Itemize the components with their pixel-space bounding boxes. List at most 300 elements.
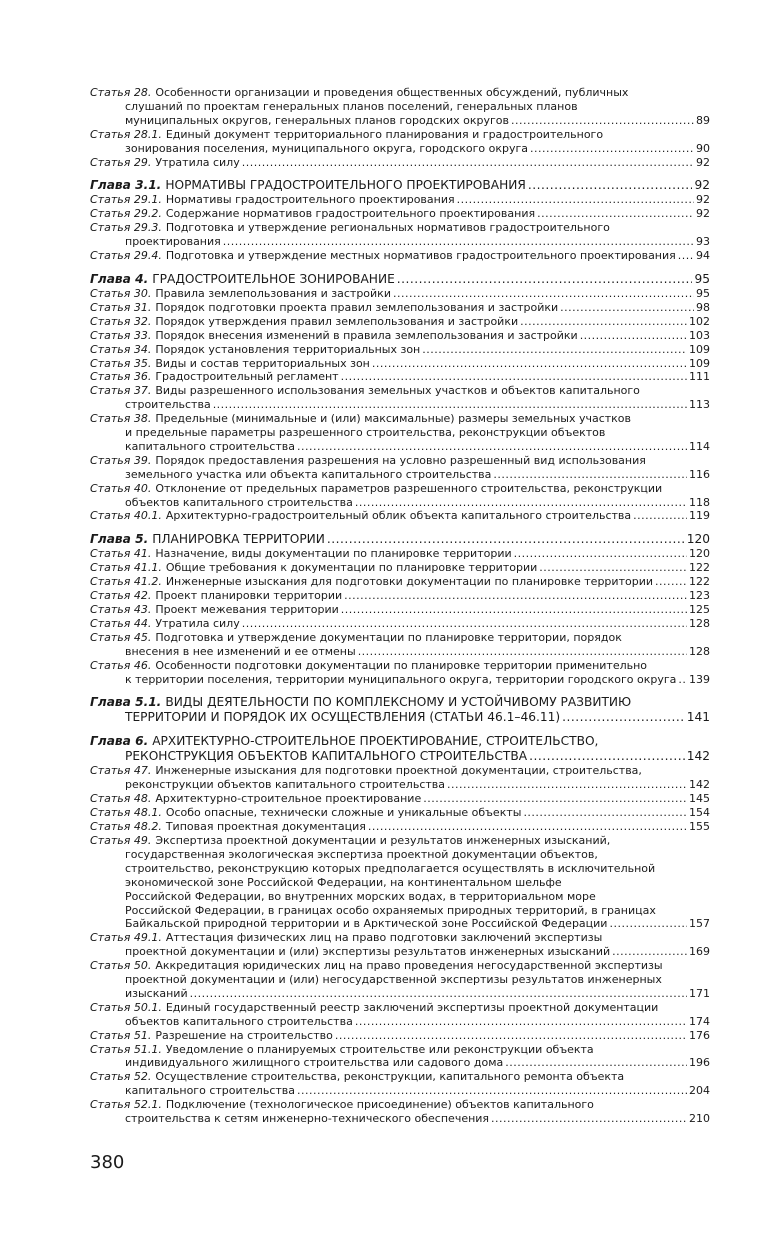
toc-entry-title: Разрешение на строительство	[155, 1028, 333, 1042]
dot-leader	[223, 235, 694, 249]
toc-entry-title: Виды разрешенного использования земельных участков и объектов капитального	[155, 384, 640, 398]
toc-page-number: 128	[689, 616, 710, 630]
toc-article	[90, 454, 710, 482]
toc-entry-title: муниципальных округов, генеральных планов городских округов	[125, 113, 509, 127]
toc-line	[90, 710, 710, 725]
toc-article	[90, 287, 710, 301]
toc-line	[90, 412, 710, 426]
toc-entry-title: Подготовка и утверждение региональных нормативов градостроительного	[165, 221, 610, 235]
toc-entry-title: внесения в нее изменений и ее отмены	[125, 644, 356, 658]
toc-line	[90, 235, 710, 249]
dot-leader	[609, 917, 687, 931]
toc-entry-number: Статья 52.	[90, 1070, 152, 1084]
toc-article	[90, 561, 710, 575]
toc-line	[90, 454, 710, 468]
toc-line	[90, 547, 710, 561]
toc-article	[90, 806, 710, 820]
toc-page-number: 174	[689, 1014, 710, 1028]
toc-entry-title: Типовая проектная документация	[165, 820, 366, 834]
toc-line	[90, 207, 710, 221]
toc-entry-number: Статья 49.1.	[90, 931, 162, 945]
toc-entry-title: Подготовка и утверждение документации по планировке территории, порядок	[155, 630, 622, 644]
toc-entry-title: Виды и состав территориальных зон	[155, 356, 370, 370]
toc-entry-title: Особо опасные, технически сложные и уникальные объекты	[165, 806, 522, 820]
toc-article	[90, 820, 710, 834]
toc-entry-number: Статья 52.1.	[90, 1098, 162, 1112]
toc-entry-number: Статья 40.	[90, 481, 152, 495]
toc-line	[90, 917, 710, 931]
toc-line	[90, 806, 710, 820]
toc-article	[90, 357, 710, 371]
toc-entry-title: Экспертиза проектной документации и результатов инженерных изысканий,	[155, 833, 611, 847]
toc-line	[90, 973, 710, 987]
toc-page-number: 98	[696, 300, 710, 314]
toc-entry-title: НОРМАТИВЫ ГРАДОСТРОИТЕЛЬНОГО ПРОЕКТИРОВАНИЯ	[165, 178, 526, 193]
toc-entry-number: Статья 37.	[90, 384, 152, 398]
toc-line	[90, 468, 710, 482]
toc-entry-title: Градостроительный регламент	[155, 370, 339, 384]
toc-entry-title: Порядок утверждения правил землепользования и застройки	[155, 314, 519, 328]
toc-page-number: 103	[689, 328, 710, 342]
toc-page-number: 95	[696, 286, 710, 300]
toc-entry-title: Проект планировки территории	[155, 589, 343, 603]
toc-line	[90, 987, 710, 1001]
dot-leader	[397, 272, 693, 287]
toc-entry-title: ВИДЫ ДЕЯТЕЛЬНОСТИ ПО КОМПЛЕКСНОМУ И УСТОЙЧИВОМУ РАЗВИТИЮ	[165, 695, 632, 710]
toc-line	[90, 315, 710, 329]
toc-entry-title: Нормативы градостроительного проектирования	[165, 193, 455, 207]
toc-page-number: 154	[689, 806, 710, 820]
toc-line	[90, 329, 710, 343]
toc-entry-title: Единый государственный реестр заключений экспертизы проектной документации	[165, 1000, 659, 1014]
toc-line	[90, 532, 710, 547]
toc-line	[90, 384, 710, 398]
toc-page-number: 94	[696, 249, 710, 263]
toc-entry-number: Статья 51.	[90, 1028, 152, 1042]
toc-entry-number: Глава 4.	[90, 271, 149, 286]
toc-line	[90, 945, 710, 959]
toc-article	[90, 603, 710, 617]
toc-article	[90, 589, 710, 603]
toc-entry-number: Глава 5.1.	[90, 695, 162, 710]
dot-leader	[355, 496, 687, 510]
toc-entry-number: Статья 49.	[90, 833, 152, 847]
toc-line	[90, 398, 710, 412]
toc-entry-title: Архитектурно-градостроительный облик объекта капитального строительства	[165, 509, 632, 523]
toc-line	[90, 496, 710, 510]
dot-leader	[560, 301, 694, 315]
toc-article	[90, 834, 710, 931]
toc-article	[90, 193, 710, 207]
toc-entry-title: Единый документ территориального планирования и градостроительного	[165, 127, 604, 141]
toc-entry-title: Подготовка и утверждение местных нормативов градостроительного проектирования	[165, 249, 676, 263]
dot-leader	[341, 603, 687, 617]
toc-entry-title: и предельные параметры разрешенного строительства, реконструкции объектов	[125, 426, 606, 440]
toc-article	[90, 575, 710, 589]
page-number: 380	[90, 1152, 125, 1173]
toc-entry-title: проектной документации и (или) экспертизы результатов инженерных изысканий	[125, 945, 611, 959]
toc-article	[90, 249, 710, 263]
dot-leader	[422, 343, 687, 357]
toc-line	[90, 695, 710, 710]
toc-entry-title: проектной документации и (или) негосударственной экспертизы результатов инженерных	[125, 973, 662, 987]
toc-entry-number: Статья 35.	[90, 356, 152, 370]
dot-leader	[514, 547, 687, 561]
toc-entry-title: Особенности подготовки документации по планировке территории применительно	[155, 658, 648, 672]
toc-article	[90, 128, 710, 156]
toc-line	[90, 100, 710, 114]
dot-leader	[491, 1112, 687, 1126]
toc-line	[90, 792, 710, 806]
toc-entry-title: ТЕРРИТОРИИ И ПОРЯДОК ИХ ОСУЩЕСТВЛЕНИЯ (СТАТЬИ 46.1–46.11)	[125, 710, 561, 725]
toc-entry-number: Статья 41.1.	[90, 561, 162, 575]
toc-page-number: 92	[696, 193, 710, 207]
toc-page-number: 92	[694, 178, 710, 193]
toc-entry-number: Статья 38.	[90, 412, 152, 426]
toc-entry-title: Архитектурно-строительное проектирование	[155, 792, 422, 806]
toc-article	[90, 631, 710, 659]
dot-leader	[213, 398, 687, 412]
toc-entry-title: государственная экологическая экспертиза проектной документации объектов,	[125, 847, 598, 861]
toc-article	[90, 1001, 710, 1029]
toc-line	[90, 603, 710, 617]
toc-page-number: 118	[689, 495, 710, 509]
toc-article	[90, 343, 710, 357]
dot-leader	[580, 329, 687, 343]
dot-leader	[537, 207, 694, 221]
toc-line	[90, 890, 710, 904]
toc-entry-title: капитального строительства	[125, 439, 296, 453]
toc-entry-number: Статья 30.	[90, 286, 152, 300]
toc-entry-number: Статья 36.	[90, 370, 152, 384]
toc-line	[90, 589, 710, 603]
toc-page-number: 102	[689, 314, 710, 328]
toc-entry-number: Статья 31.	[90, 300, 152, 314]
toc-page-number: 128	[689, 644, 710, 658]
dot-leader	[633, 509, 687, 523]
toc-entry-title: АРХИТЕКТУРНО-СТРОИТЕЛЬНОЕ ПРОЕКТИРОВАНИЕ, СТРОИТЕЛЬСТВО,	[152, 734, 599, 749]
dot-leader	[562, 710, 685, 725]
toc-page-number: 122	[689, 561, 710, 575]
toc-page-number: 113	[689, 398, 710, 412]
toc-line	[90, 645, 710, 659]
toc-article	[90, 1098, 710, 1126]
toc-page-number: 120	[689, 547, 710, 561]
toc-entry-number: Глава 6.	[90, 734, 149, 749]
dot-leader	[297, 440, 687, 454]
toc-entry-title: изысканий	[125, 986, 188, 1000]
toc-line	[90, 848, 710, 862]
toc-entry-title: Предельные (минимальные и (или) максимальные) размеры земельных участков	[155, 412, 632, 426]
toc-entry-title: Российской Федерации, в границах особо охраняемых природных территорий, в границах	[125, 903, 656, 917]
toc-line	[90, 301, 710, 315]
toc-article	[90, 764, 710, 792]
toc-entry-title: Уведомление о планируемых строительстве или реконструкции объекта	[165, 1042, 594, 1056]
toc-article	[90, 931, 710, 959]
toc-entry-title: ГРАДОСТРОИТЕЛЬНОЕ ЗОНИРОВАНИЕ	[152, 271, 395, 286]
dot-leader	[539, 561, 687, 575]
toc-entry-number: Статья 32.	[90, 314, 152, 328]
toc-entry-number: Статья 28.	[90, 86, 152, 99]
dot-leader	[493, 468, 687, 482]
toc-entry-title: Порядок внесения изменений в правила землепользования и застройки	[155, 328, 578, 342]
toc-entry-title: строительства к сетям инженерно-технического обеспечения	[125, 1112, 490, 1126]
toc-entry-title: экономической зоне Российской Федерации, на континентальном шельфе	[125, 875, 562, 889]
toc-line	[90, 659, 710, 673]
toc-page-number: 141	[686, 710, 710, 725]
dot-leader	[372, 357, 687, 371]
toc-article	[90, 617, 710, 631]
toc-article	[90, 370, 710, 384]
toc-entry-number: Статья 43.	[90, 603, 152, 616]
toc-page-number: 122	[689, 575, 710, 589]
toc-entry-title: Общие требования к документации по планировке территории	[165, 561, 538, 575]
toc-entry-number: Статья 33.	[90, 328, 152, 342]
toc-line	[90, 114, 710, 128]
toc-entry-title: слушаний по проектам генеральных планов поселений, генеральных планов	[125, 99, 578, 113]
toc-entry-title: Назначение, виды документации по планировке территории	[155, 547, 512, 561]
toc-entry-number: Статья 29.2.	[90, 207, 162, 221]
toc-article	[90, 412, 710, 454]
toc-entry-number: Глава 3.1.	[90, 178, 162, 193]
toc-article	[90, 384, 710, 412]
toc-entry-title: Аттестация физических лиц на право подготовки заключений экспертизы	[165, 931, 603, 945]
toc-line	[90, 834, 710, 848]
toc-entry-number: Статья 50.	[90, 959, 152, 973]
toc-entry-number: Статья 48.2.	[90, 820, 162, 834]
toc-line	[90, 482, 710, 496]
toc-page-number: 204	[689, 1084, 710, 1098]
toc-entry-number: Статья 47.	[90, 764, 152, 778]
toc-entry-number: Статья 28.1.	[90, 127, 162, 141]
toc-entry-title: Инженерные изыскания для подготовки проектной документации, строительства,	[155, 764, 642, 778]
toc-line	[90, 193, 710, 207]
toc-entry-title: Осуществление строительства, реконструкции, капитального ремонта объекта	[155, 1070, 625, 1084]
toc-article	[90, 509, 710, 523]
toc-entry-title: объектов капитального строительства	[125, 495, 353, 509]
toc-entry-title: к территории поселения, территории муниципального округа, территории городского округа	[125, 672, 677, 686]
toc-entry-number: Статья 42.	[90, 589, 152, 603]
dot-leader	[242, 617, 687, 631]
table-of-contents	[90, 86, 710, 1126]
toc-entry-number: Статья 39.	[90, 453, 152, 467]
toc-article	[90, 207, 710, 221]
toc-entry-title: проектирования	[125, 235, 221, 249]
toc-entry-number: Статья 48.	[90, 792, 152, 806]
toc-line	[90, 343, 710, 357]
toc-article	[90, 1070, 710, 1098]
toc-entry-title: реконструкции объектов капитального строительства	[125, 778, 446, 792]
toc-line	[90, 1112, 710, 1126]
toc-article	[90, 1029, 710, 1043]
toc-line	[90, 1070, 710, 1084]
dot-leader	[678, 249, 694, 263]
toc-page-number: 120	[686, 532, 710, 547]
toc-page-number: 109	[689, 342, 710, 356]
dot-leader	[528, 178, 693, 193]
toc-line	[90, 86, 710, 100]
dot-leader	[393, 287, 694, 301]
toc-line	[90, 426, 710, 440]
toc-page-number: 111	[689, 370, 710, 384]
toc-page-number: 139	[689, 672, 710, 686]
toc-entry-title: Порядок установления территориальных зон	[155, 342, 421, 356]
toc-line	[90, 673, 710, 687]
toc-entry-title: капитального строительства	[125, 1084, 296, 1098]
toc-entry-title: Проект межевания территории	[155, 603, 339, 616]
dot-leader	[355, 1015, 687, 1029]
toc-page-number: 92	[696, 207, 710, 221]
toc-entry-title: Подключение (технологическое присоединение) объектов капитального	[165, 1098, 594, 1112]
toc-page-number: 89	[696, 113, 710, 127]
toc-entry-title: зонирования поселения, муниципального округа, городского округа	[125, 141, 528, 155]
toc-entry-title: Содержание нормативов градостроительного проектирования	[165, 207, 536, 221]
toc-entry-number: Статья 29.	[90, 155, 152, 169]
toc-page-number: 95	[694, 271, 710, 286]
toc-article	[90, 329, 710, 343]
toc-page-number: 169	[689, 945, 710, 959]
toc-entry-title: Правила землепользования и застройки	[155, 286, 391, 300]
dot-leader	[447, 778, 687, 792]
toc-entry-number: Статья 44.	[90, 616, 152, 630]
dot-leader	[423, 792, 687, 806]
toc-entry-number: Статья 34.	[90, 342, 152, 356]
toc-entry-number: Статья 41.	[90, 547, 152, 561]
toc-line	[90, 1001, 710, 1015]
toc-entry-number: Глава 5.	[90, 532, 149, 547]
toc-entry-title: Российской Федерации, во внутренних морских водах, в территориальном море	[125, 889, 596, 903]
toc-page-number: 196	[689, 1056, 710, 1070]
toc-entry-number: Статья 41.2.	[90, 575, 162, 589]
dot-leader	[505, 1056, 687, 1070]
toc-line	[90, 142, 710, 156]
toc-entry-title: Аккредитация юридических лиц на право проведения негосударственной экспертизы	[155, 959, 663, 973]
toc-line	[90, 249, 710, 263]
toc-line	[90, 128, 710, 142]
toc-line	[90, 1098, 710, 1112]
toc-line	[90, 617, 710, 631]
dot-leader	[530, 142, 694, 156]
toc-chapter	[90, 178, 710, 193]
dot-leader	[335, 1029, 687, 1043]
toc-line	[90, 287, 710, 301]
toc-line	[90, 931, 710, 945]
toc-page-number: 123	[689, 589, 710, 603]
toc-article	[90, 547, 710, 561]
toc-chapter	[90, 272, 710, 287]
toc-line	[90, 820, 710, 834]
toc-line	[90, 778, 710, 792]
toc-line	[90, 1056, 710, 1070]
toc-chapter	[90, 532, 710, 547]
dot-leader	[678, 673, 687, 687]
toc-line	[90, 1084, 710, 1098]
toc-line	[90, 1015, 710, 1029]
toc-entry-number: Статья 48.1.	[90, 806, 162, 820]
dot-leader	[529, 749, 685, 764]
toc-entry-number: Статья 29.3.	[90, 221, 162, 235]
toc-article	[90, 659, 710, 687]
dot-leader	[520, 315, 687, 329]
toc-article	[90, 1043, 710, 1071]
toc-line	[90, 509, 710, 523]
toc-entry-title: индивидуального жилищного строительства или садового дома	[125, 1056, 504, 1070]
toc-entry-title: РЕКОНСТРУКЦИЯ ОБЪЕКТОВ КАПИТАЛЬНОГО СТРОИТЕЛЬСТВА	[125, 749, 528, 764]
toc-page-number: 93	[696, 235, 710, 249]
dot-leader	[511, 114, 694, 128]
toc-entry-title: ПЛАНИРОВКА ТЕРРИТОРИИ	[152, 532, 325, 547]
toc-line	[90, 178, 710, 193]
toc-entry-title: Утратила силу	[155, 155, 240, 169]
toc-line	[90, 440, 710, 454]
toc-line	[90, 631, 710, 645]
toc-line	[90, 749, 710, 764]
toc-article	[90, 792, 710, 806]
toc-line	[90, 370, 710, 384]
toc-entry-number: Статья 46.	[90, 658, 152, 672]
toc-line	[90, 904, 710, 918]
toc-line	[90, 561, 710, 575]
toc-entry-title: Инженерные изыскания для подготовки документации по планировке территории	[165, 575, 653, 589]
dot-leader	[457, 193, 694, 207]
toc-article	[90, 86, 710, 128]
toc-article	[90, 315, 710, 329]
toc-entry-number: Статья 45.	[90, 630, 152, 644]
dot-leader	[358, 645, 687, 659]
toc-line	[90, 734, 710, 749]
toc-entry-number: Статья 29.1.	[90, 193, 162, 207]
toc-page-number: 114	[689, 439, 710, 453]
dot-leader	[368, 820, 687, 834]
toc-line	[90, 1043, 710, 1057]
toc-line	[90, 156, 710, 170]
toc-page-number: 176	[689, 1028, 710, 1042]
toc-line	[90, 272, 710, 287]
toc-page-number: 142	[686, 749, 710, 764]
toc-page-number: 92	[696, 155, 710, 169]
toc-entry-number: Статья 40.1.	[90, 509, 162, 523]
dot-leader	[341, 370, 687, 384]
toc-page-number: 116	[689, 467, 710, 481]
dot-leader	[523, 806, 687, 820]
toc-entry-title: Утратила силу	[155, 616, 240, 630]
toc-entry-title: Порядок подготовки проекта правил землепользования и застройки	[155, 300, 559, 314]
toc-chapter	[90, 734, 710, 764]
toc-entry-number: Статья 29.4.	[90, 249, 162, 263]
dot-leader	[344, 589, 687, 603]
toc-article	[90, 959, 710, 1001]
toc-page-number: 210	[689, 1112, 710, 1126]
toc-article	[90, 156, 710, 170]
toc-page-number: 155	[689, 820, 710, 834]
toc-entry-title: Порядок предоставления разрешения на условно разрешенный вид использования	[155, 453, 646, 467]
dot-leader	[655, 575, 687, 589]
toc-line	[90, 959, 710, 973]
toc-page-number: 90	[696, 141, 710, 155]
toc-chapter	[90, 695, 710, 725]
toc-page-number: 109	[689, 356, 710, 370]
dot-leader	[327, 532, 685, 547]
toc-entry-title: объектов капитального строительства	[125, 1014, 353, 1028]
toc-entry-title: строительства	[125, 398, 211, 412]
toc-page-number: 171	[689, 986, 710, 1000]
toc-line	[90, 862, 710, 876]
toc-entry-title: Особенности организации и проведения общественных обсуждений, публичных	[155, 86, 629, 99]
toc-page-number: 125	[689, 603, 710, 616]
toc-line	[90, 575, 710, 589]
toc-entry-title: Отклонение от предельных параметров разрешенного строительства, реконструкции	[155, 481, 663, 495]
toc-entry-number: Статья 51.1.	[90, 1042, 162, 1056]
